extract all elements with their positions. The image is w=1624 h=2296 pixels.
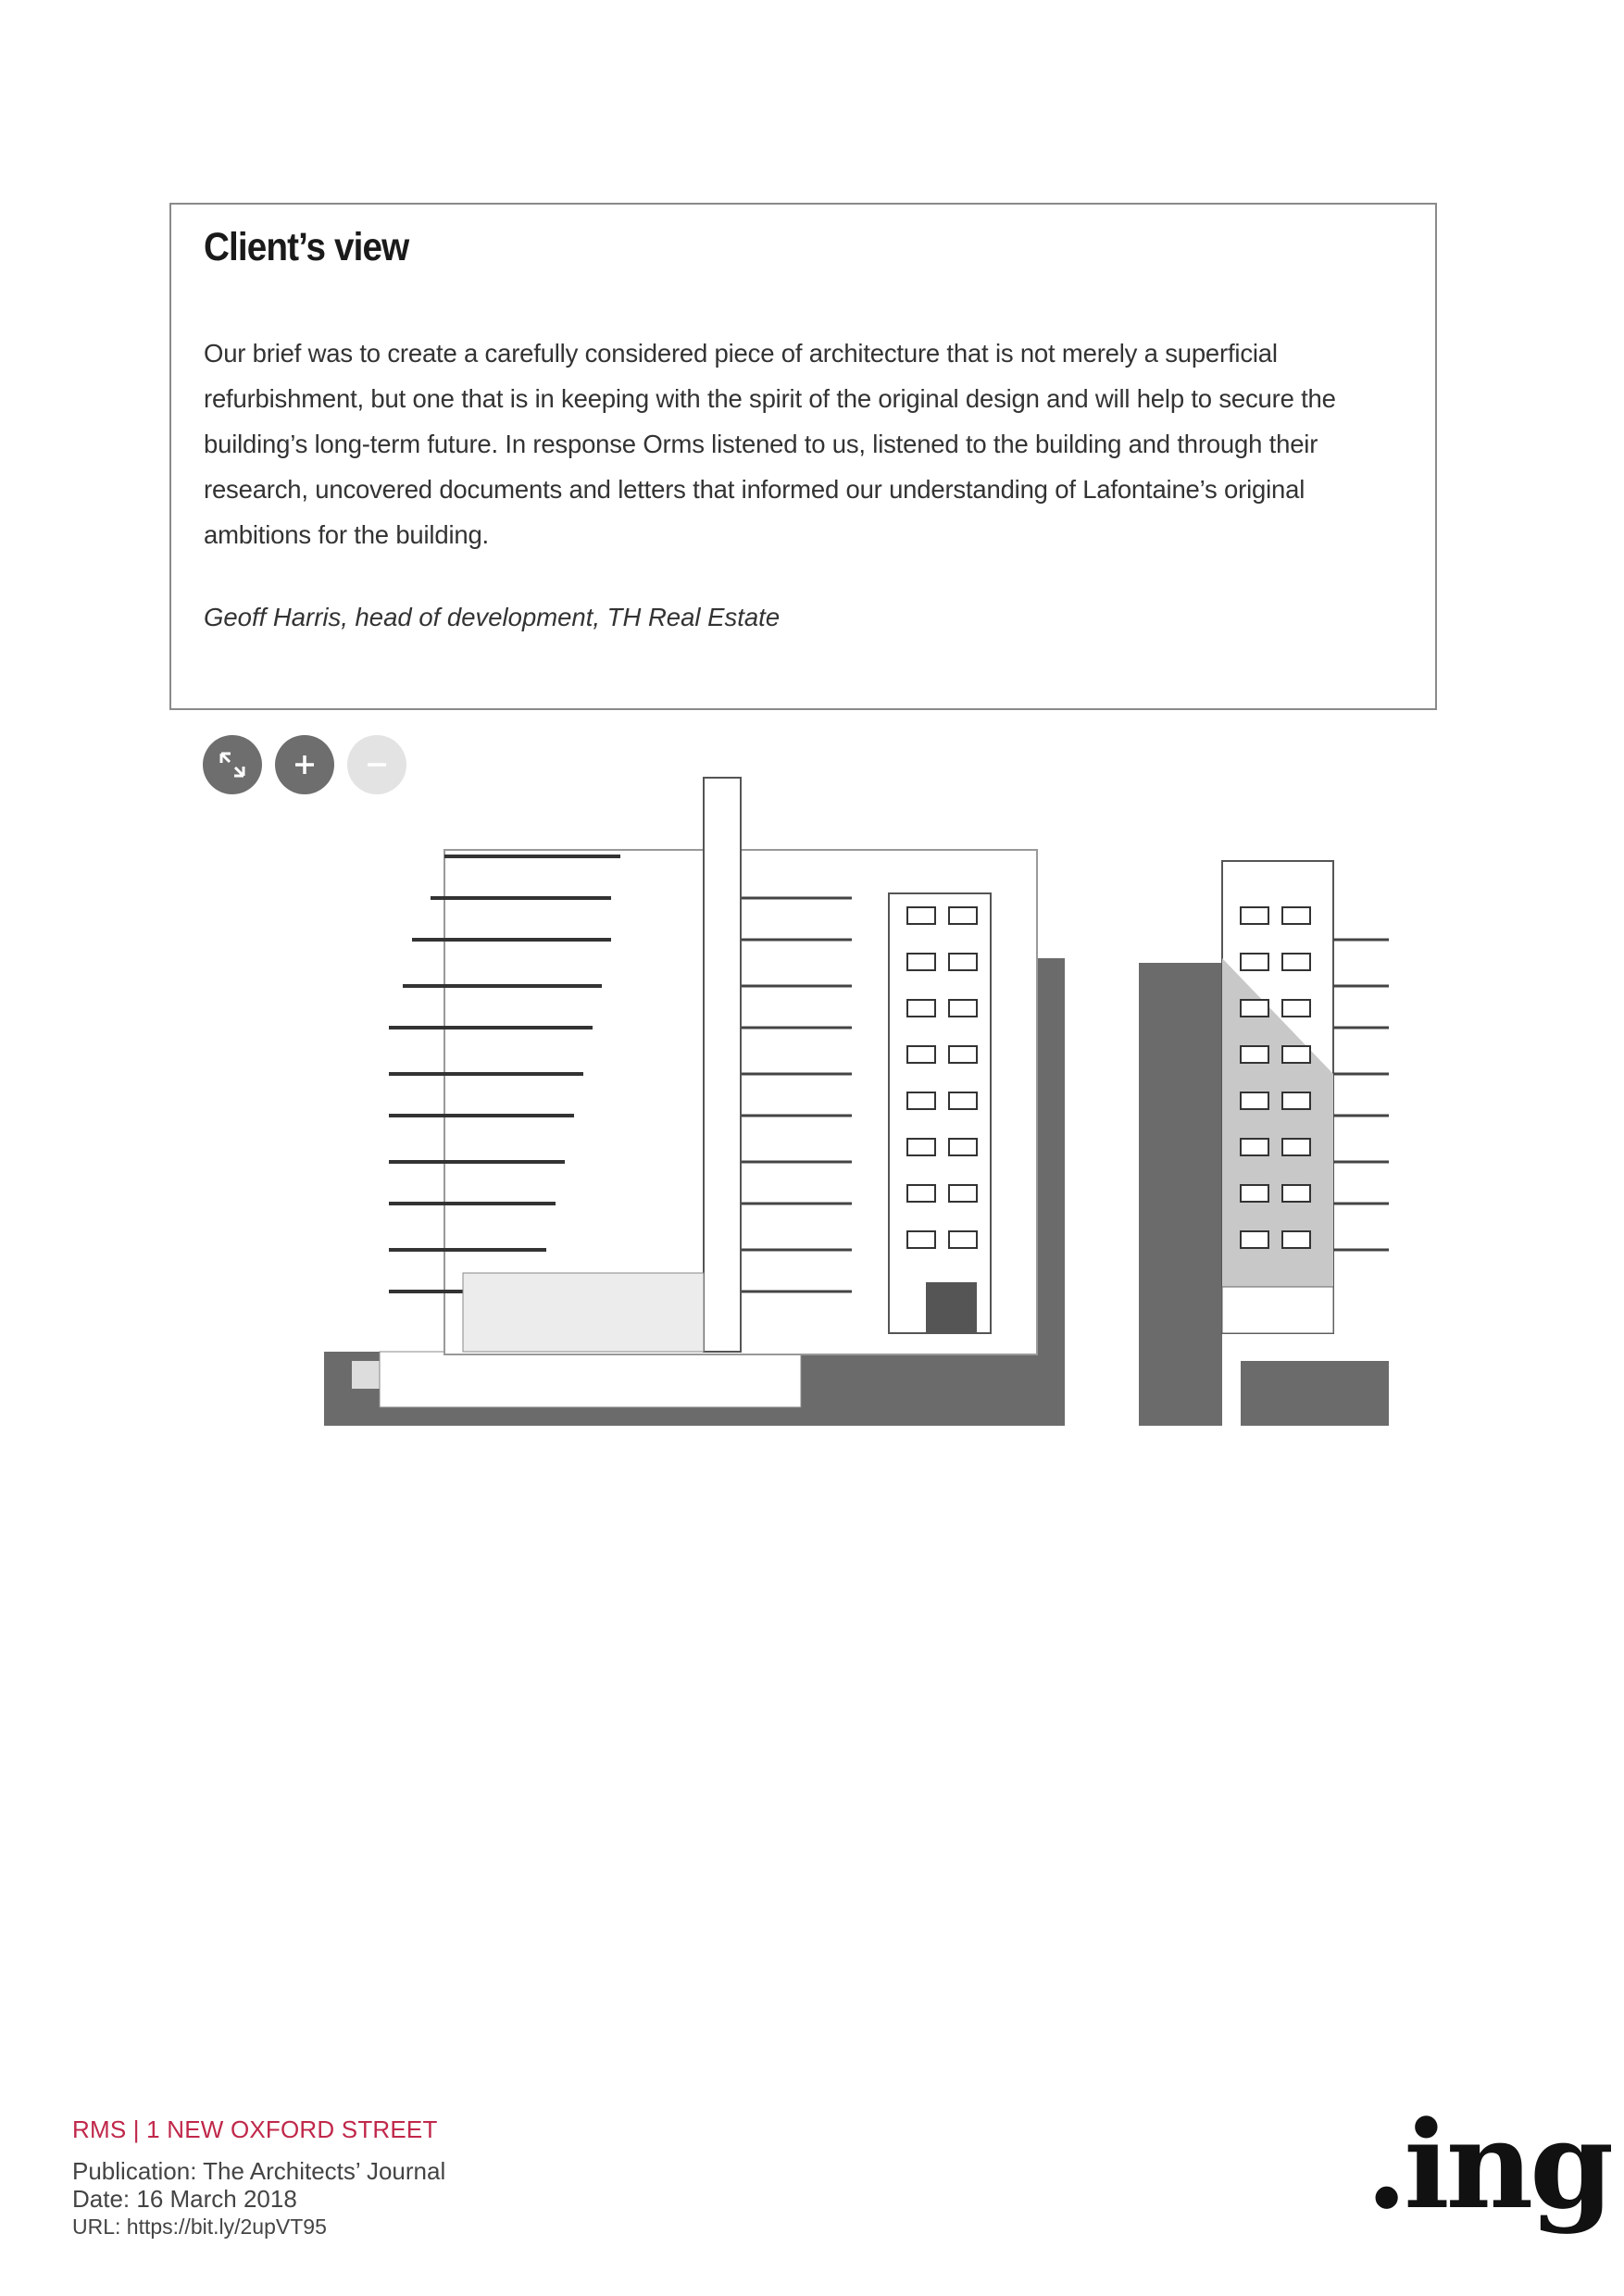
fullscreen-button[interactable] <box>203 735 262 794</box>
building-section-drawing <box>315 768 1407 1435</box>
footer-title: RMS | 1 NEW OXFORD STREET <box>72 2115 438 2143</box>
quote-title: Client’s view <box>204 225 409 269</box>
footer-url: URL: https://bit.ly/2upVT95 <box>72 2215 327 2239</box>
ing-logo: .ing <box>1366 2094 1611 2236</box>
quote-attribution: Geoff Harris, head of development, TH Real Estate <box>204 603 781 631</box>
client-view-box <box>169 203 1437 710</box>
fullscreen-icon <box>216 748 249 781</box>
quote-body: Our brief was to create a carefully considered piece of architecture that is not merely a superficial refurbishment, but one that is in keeping with the spirit of the original design and will help to secure the building’s long-term future. In response Orms listened to us, listened to the building and through their research, uncovered documents and letters that informed our understanding of Lafontaine’s original ambitions for the building. <box>204 339 1336 549</box>
footer-publication: Publication: The Architects’ Journal <box>72 2157 446 2185</box>
footer-date: Date: 16 March 2018 <box>72 2185 297 2213</box>
